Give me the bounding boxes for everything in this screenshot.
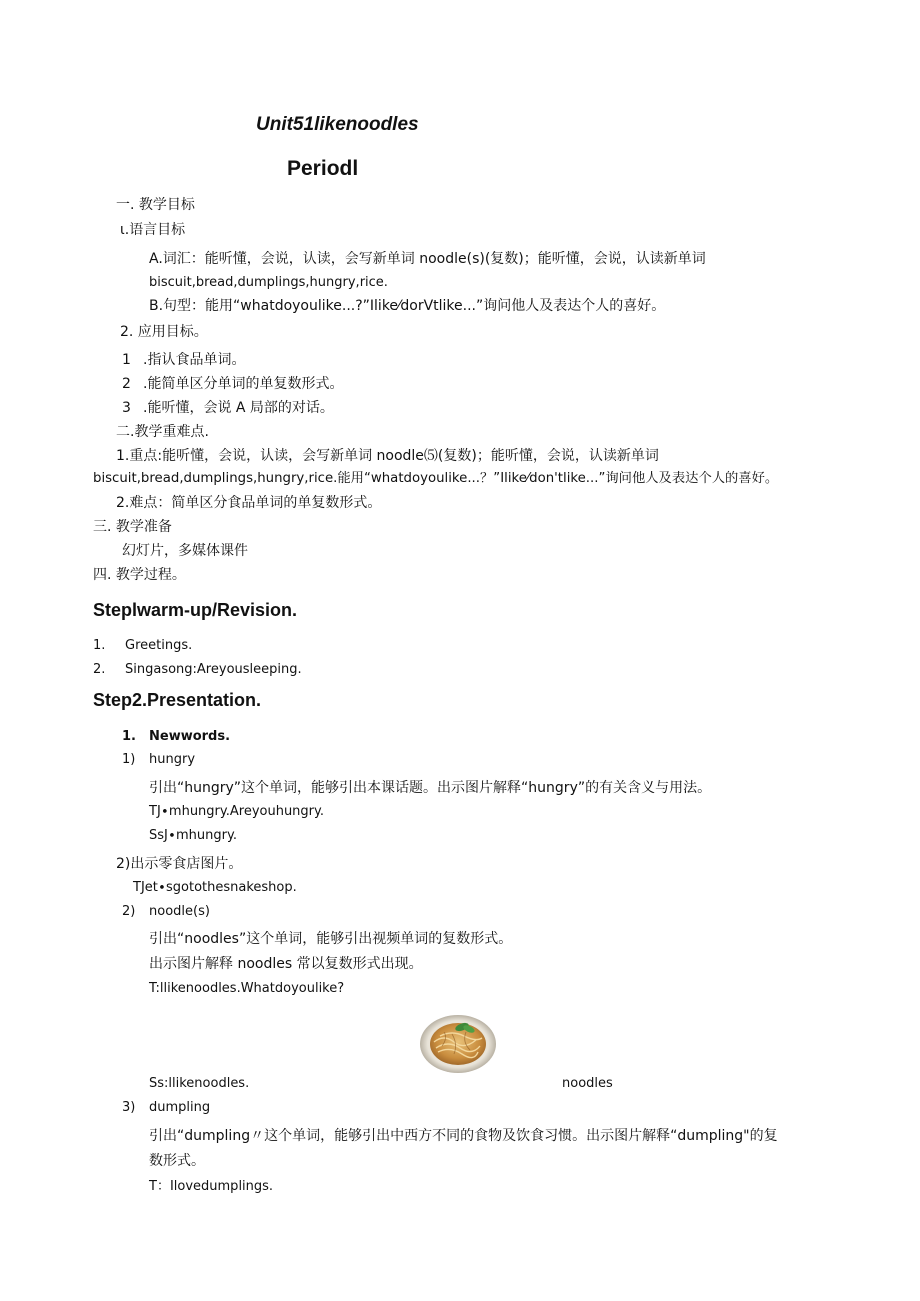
unit-title: Unit51likenoodles bbox=[256, 114, 419, 135]
newwords-label: Newwords. bbox=[149, 729, 231, 744]
word-noodles: noodle(s) bbox=[149, 904, 210, 919]
word-description: 引出“dumpling〃这个单词，能够引出中西方不同的食物及饮食习惯。出示图片解释“dumpling"的复 bbox=[149, 1128, 778, 1144]
word-description: 出示图片解释 noodles 常以复数形式出现。 bbox=[149, 956, 423, 972]
word-num: 1) bbox=[122, 752, 136, 767]
key-point: 1.重点:能听懂，会说，认读，会写新单词 noodle⑸(复数)；能听懂，会说，认读新单词 bbox=[116, 448, 659, 464]
step1-item-num: 2. bbox=[93, 662, 106, 677]
word-description: 引出“hungry”这个单词，能够引出本课话题。出示图片解释“hungry”的有关含义与用法。 bbox=[149, 780, 712, 796]
section-1-heading: 一. 教学目标 bbox=[116, 197, 195, 213]
teacher-line: T:llikenoodles.Whatdoyoulike? bbox=[149, 981, 345, 996]
vocab-goal-words: biscuit,bread,dumplings,hungry,rice. bbox=[149, 275, 388, 290]
step1-item: Singasong:Areyousleeping. bbox=[125, 662, 302, 677]
teacher-line: TJet∙sgotothesnakeshop. bbox=[133, 880, 297, 895]
teacher-line: TJ∙mhungry.Areyouhungry. bbox=[149, 804, 324, 819]
word-dumpling: dumpling bbox=[149, 1100, 211, 1115]
word-description: 数形式。 bbox=[149, 1153, 205, 1169]
word-description: 引出“noodles”这个单词，能够引出视频单词的复数形式。 bbox=[149, 931, 513, 947]
goal-item-num: 3 bbox=[122, 400, 131, 416]
step1-item-num: 1. bbox=[93, 638, 106, 653]
language-goal: ι.语言目标 bbox=[120, 222, 186, 238]
teacher-line: T：Ilovedumplings. bbox=[149, 1179, 274, 1194]
student-line: SsJ∙mhungry. bbox=[149, 828, 237, 843]
newwords-num: 1. bbox=[122, 729, 136, 744]
period-title: Periodl bbox=[287, 157, 359, 180]
step1-heading: Steplwarm-up/Revision. bbox=[93, 600, 298, 620]
section-4-heading: 四. 教学过程。 bbox=[93, 567, 186, 583]
sentence-goal: B.句型：能用“whatdoyoulike...?”Ilike⁄dorVtlike...”询问他人及表达个人的喜好。 bbox=[149, 298, 666, 314]
snack-shop-step: 2)出示零食店图片。 bbox=[116, 856, 243, 872]
goal-item-num: 1 bbox=[122, 352, 131, 368]
goal-item: .能听懂，会说 A 局部的对话。 bbox=[143, 400, 334, 416]
step1-item: Greetings. bbox=[125, 638, 193, 653]
noodles-image bbox=[418, 1012, 498, 1074]
word-hungry: hungry bbox=[149, 752, 196, 767]
student-line: Ss:llikenoodles. bbox=[149, 1076, 250, 1091]
goal-item: .指认食品单词。 bbox=[143, 352, 246, 368]
section-3-heading: 三. 教学准备 bbox=[93, 519, 172, 535]
section-2-heading: 二.教学重难点. bbox=[116, 424, 209, 440]
goal-item: .能简单区分单词的单复数形式。 bbox=[143, 376, 344, 392]
difficult-point: 2.难点：简单区分食品单词的单复数形式。 bbox=[116, 495, 382, 511]
key-point-cont: biscuit,bread,dumplings,hungry,rice.能用“whatdoyoulike...？”Ilike⁄don'tlike...”询问他人及表达个人的喜好。 bbox=[93, 471, 779, 486]
section-3-content: 幻灯片，多媒体课件 bbox=[122, 543, 248, 559]
word-num: 3) bbox=[122, 1100, 136, 1115]
goal-item-num: 2 bbox=[122, 376, 131, 392]
step2-heading: Step2.Presentation. bbox=[93, 690, 262, 710]
apply-goal: 2. 应用目标。 bbox=[120, 324, 208, 340]
word-num: 2) bbox=[122, 904, 136, 919]
image-caption: noodles bbox=[562, 1076, 613, 1091]
vocab-goal: A.词汇：能听懂，会说，认读，会写新单词 noodle(s)(复数)；能听懂，会说，认读新单词 bbox=[149, 251, 706, 267]
